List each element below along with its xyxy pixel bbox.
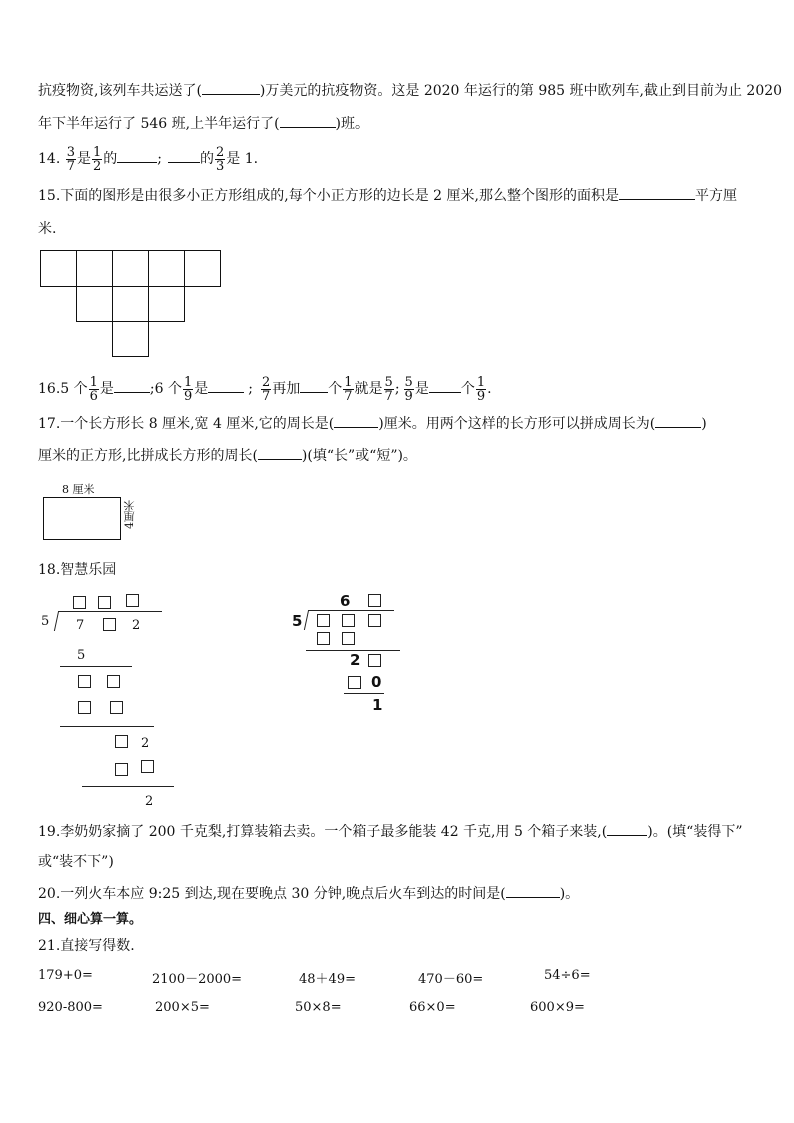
q16-text: 是: [414, 381, 429, 397]
q13-text-b: )万美元的抗疫物资。这是 2020 年运行的第 985 班中欧列车,截止到目前为止 2020: [259, 83, 783, 99]
rect-width-label: 4厘米: [123, 500, 136, 529]
calc-item: 48＋49=: [299, 972, 356, 987]
calc-item: 66×0=: [409, 1000, 456, 1015]
step-digit: 5: [77, 648, 86, 663]
q13-line2: [38, 115, 369, 133]
dividend-digit: 2: [132, 618, 141, 633]
subtraction-line: [82, 786, 174, 787]
divisor: 5: [41, 614, 50, 629]
q15-line1: [38, 187, 737, 205]
q17-line2: [38, 447, 417, 465]
q19-text-cont: 或“装不下”): [38, 854, 114, 870]
section-4-title: 四、细心算一算。: [38, 912, 143, 927]
q13-line1: [38, 82, 782, 100]
grid-square: [76, 286, 113, 322]
q14-text: 的: [200, 151, 214, 167]
q13-answer-blank-2[interactable]: [280, 115, 336, 128]
q14-fraction-2: $\frac{1}{2}$: [93, 144, 102, 174]
q16-text: ;: [394, 381, 400, 397]
q16-answer-blank-3[interactable]: [300, 380, 328, 393]
q17-answer-blank-3[interactable]: [258, 447, 302, 460]
q17-answer-blank-2[interactable]: [655, 415, 701, 428]
q16-text: ;6 个: [149, 381, 182, 397]
q16-text: 是: [194, 381, 209, 397]
q13-text-a: 抗疫物资,该列车共运送了(: [38, 83, 202, 99]
quotient-box[interactable]: [368, 594, 381, 607]
q15-answer-blank[interactable]: [619, 187, 695, 200]
step-digit: 2: [141, 736, 150, 751]
q16-text: ;: [248, 381, 253, 397]
q21-title: 21.直接写得数.: [38, 938, 135, 954]
step-digit: 2: [350, 651, 361, 669]
grid-square: [76, 250, 113, 287]
q15-line2: [38, 220, 56, 238]
q16-fraction-5: $\frac{5}{7}$: [384, 374, 393, 404]
q20-text: )。: [559, 886, 580, 902]
q16-text: 再加: [272, 381, 301, 397]
q14-text: 的: [103, 151, 118, 167]
q16-line: [38, 372, 492, 406]
q14-text: ;: [157, 151, 162, 167]
q16-text: 个: [328, 381, 343, 397]
calc-item: 50×8=: [295, 1000, 342, 1015]
step-box[interactable]: [317, 632, 330, 645]
q14-text: 是: [77, 151, 91, 167]
quotient-digit: 6: [340, 592, 351, 610]
grid-square: [112, 321, 149, 357]
q19-text: 19.李奶奶家摘了 200 千克梨,打算装箱去卖。一个箱子最多能装 42 千克,用 5 个箱子来装,(: [38, 824, 608, 840]
q20-line: [38, 885, 579, 903]
q16-fraction-3: $\frac{2}{7}$: [261, 374, 271, 404]
dividend-box[interactable]: [342, 614, 355, 627]
q14-text: 是 1.: [226, 151, 259, 167]
grid-square: [112, 250, 149, 287]
q16-answer-blank-1[interactable]: [114, 380, 150, 393]
quotient-box[interactable]: [73, 596, 86, 609]
q17-text: 17.一个长方形长 8 厘米,宽 4 厘米,它的周长是(: [38, 416, 335, 432]
q16-text: .: [487, 381, 492, 397]
step-box[interactable]: [107, 675, 120, 688]
q15-text: 15.下面的图形是由很多小正方形组成的,每个小正方形的边长是 2 厘米,那么整个图形的面积是: [38, 188, 619, 204]
q14-answer-blank-1[interactable]: [117, 150, 157, 163]
dividend-digit: 7: [76, 618, 85, 633]
step-box[interactable]: [78, 701, 91, 714]
q16-text: 个: [460, 381, 475, 397]
q16-fraction-4: $\frac{1}{7}$: [344, 374, 353, 404]
step-box[interactable]: [115, 735, 128, 748]
q16-answer-blank-4[interactable]: [429, 380, 461, 393]
q13-text-c: 年下半年运行了 546 班,上半年运行了(: [38, 116, 280, 132]
division-bracket-top: [308, 610, 394, 611]
q20-answer-blank[interactable]: [506, 885, 560, 898]
calc-item: 920-800=: [38, 1000, 103, 1015]
q19-text: )。(填“装得下”: [647, 824, 743, 840]
step-box[interactable]: [115, 763, 128, 776]
grid-square: [148, 286, 185, 322]
calc-item: 470－60=: [418, 972, 484, 987]
q17-text: )厘米。用两个这样的长方形可以拼成周长为(: [378, 416, 656, 432]
q16-text: 就是: [354, 381, 383, 397]
q16-text: 5 个: [60, 381, 88, 397]
rectangle: [43, 497, 121, 540]
grid-square: [184, 250, 221, 287]
rect-length-label: 8 厘米: [62, 483, 95, 496]
q17-line1: [38, 415, 707, 433]
dividend-box[interactable]: [317, 614, 330, 627]
step-box[interactable]: [348, 676, 361, 689]
calc-item: 200×5=: [155, 1000, 210, 1015]
q15-text-cont: 米.: [38, 221, 57, 237]
subtraction-line: [344, 693, 384, 694]
quotient-box[interactable]: [98, 596, 111, 609]
dividend-box[interactable]: [103, 618, 116, 631]
subtraction-line: [60, 726, 154, 727]
remainder: 2: [145, 794, 154, 809]
step-box[interactable]: [110, 701, 123, 714]
dividend-box[interactable]: [368, 614, 381, 627]
q14-fraction-1: $\frac{3}{7}$: [66, 144, 75, 174]
q19-line1: [38, 823, 742, 841]
q14-answer-blank-2[interactable]: [168, 150, 200, 163]
division-bracket-left: [54, 611, 59, 631]
q16-fraction-6: $\frac{5}{9}$: [404, 374, 413, 404]
q20-text: 20.一列火车本应 9:25 到达,现在要晚点 30 分钟,晚点后火车到达的时间是(: [38, 886, 506, 902]
calc-item: 54÷6=: [544, 968, 591, 983]
q16-number: 16.: [38, 381, 61, 397]
q18-title: 18.智慧乐园: [38, 562, 117, 578]
q14-line: [38, 142, 258, 176]
q17-answer-blank-1[interactable]: [334, 415, 378, 428]
q13-answer-blank-1[interactable]: [202, 82, 260, 95]
q14-fraction-3: $\frac{2}{3}$: [216, 144, 225, 174]
subtraction-line: [60, 666, 132, 667]
step-box[interactable]: [342, 632, 355, 645]
division-bracket-top: [58, 611, 162, 612]
q16-fraction-7: $\frac{1}{9}$: [476, 374, 486, 404]
division-bracket-left: [304, 610, 309, 630]
q13-text-d: )班。: [335, 116, 370, 132]
q17-text: ): [701, 416, 707, 432]
calc-item: 179+0=: [38, 968, 93, 983]
quotient-box[interactable]: [126, 594, 139, 607]
divisor: 5: [292, 612, 303, 630]
q19-answer-blank[interactable]: [607, 823, 647, 836]
grid-square: [148, 250, 185, 287]
step-box[interactable]: [368, 654, 381, 667]
q16-text: 是: [99, 381, 114, 397]
step-box[interactable]: [78, 675, 91, 688]
q16-answer-blank-2[interactable]: [208, 380, 244, 393]
q16-fraction-2: $\frac{1}{9}$: [183, 374, 193, 404]
q17-text: 厘米的正方形,比拼成长方形的周长(: [38, 448, 258, 464]
q16-fraction-1: $\frac{1}{6}$: [89, 374, 98, 404]
grid-square: [40, 250, 77, 287]
q17-text: )(填“长”或“短”)。: [301, 448, 417, 464]
calc-item: 600×9=: [530, 1000, 585, 1015]
grid-square: [112, 286, 149, 322]
step-digit: 0: [371, 673, 382, 691]
step-box[interactable]: [141, 760, 154, 773]
remainder: 1: [372, 696, 383, 714]
q14-number: 14.: [38, 151, 61, 167]
calc-item: 2100－2000=: [152, 972, 243, 987]
q19-line2: [38, 853, 114, 871]
q15-text-end: 平方厘: [694, 188, 737, 204]
